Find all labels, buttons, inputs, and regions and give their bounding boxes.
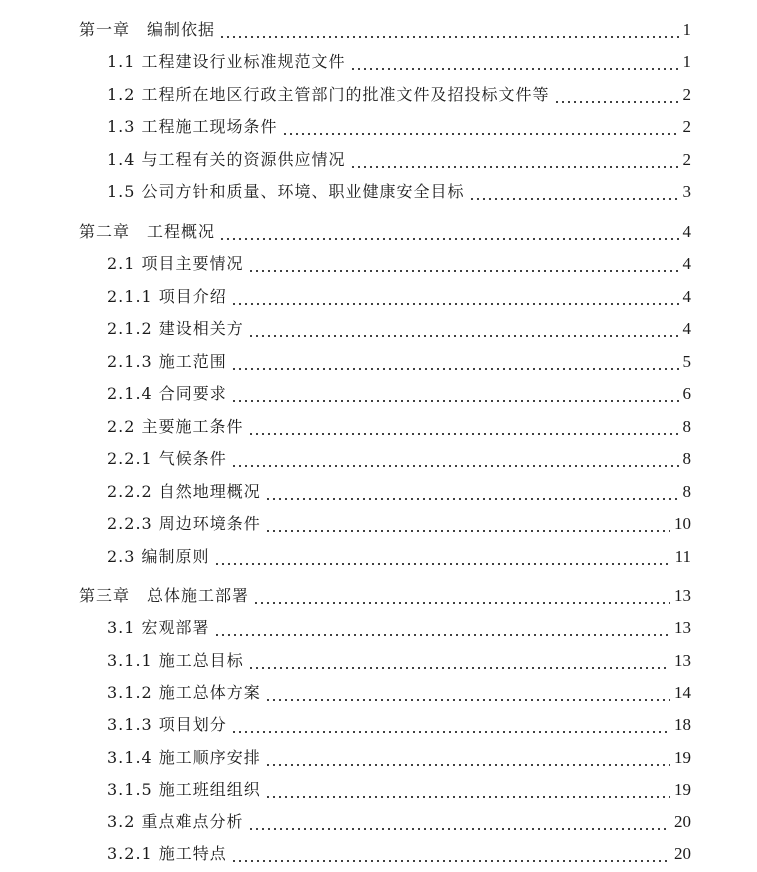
toc-entry-title: 第一章 编制依据 <box>79 20 216 39</box>
toc-entry[interactable] <box>107 144 691 170</box>
toc-entry-page: 2 <box>682 150 691 169</box>
toc-dot-leader <box>231 352 679 372</box>
toc-entry[interactable] <box>107 645 691 671</box>
toc-entry[interactable] <box>107 742 691 768</box>
toc-entry-page: 20 <box>674 844 691 863</box>
toc-entry[interactable] <box>107 838 691 864</box>
toc-entry-page: 2 <box>682 85 691 104</box>
toc-dot-leader <box>231 449 679 469</box>
toc-entry-page: 4 <box>682 254 691 273</box>
toc-dot-leader <box>265 748 670 768</box>
toc-dot-leader <box>350 150 679 170</box>
toc-entry-title: 2.2.2 自然地理概况 <box>107 482 261 501</box>
toc-entry-title: 3.2.1 施工特点 <box>107 844 227 863</box>
toc-dot-leader <box>231 844 670 864</box>
toc-dot-leader <box>350 52 679 72</box>
toc-entry-page: 19 <box>674 780 691 799</box>
toc-entry[interactable] <box>107 508 691 534</box>
toc-dot-leader <box>265 683 670 703</box>
toc-entry-title: 1.1 工程建设行业标准规范文件 <box>107 52 346 71</box>
toc-entry-title: 2.1.4 合同要求 <box>107 384 227 403</box>
toc-entry-title: 2.2.1 气候条件 <box>107 449 227 468</box>
toc-entry[interactable] <box>107 111 691 137</box>
toc-entry[interactable] <box>107 411 691 437</box>
toc-entry-page: 4 <box>682 222 691 241</box>
toc-entry-title: 2.1.2 建设相关方 <box>107 319 244 338</box>
toc-entry-page: 6 <box>682 384 691 403</box>
toc-entry-page: 19 <box>674 748 691 767</box>
toc-dot-leader <box>231 384 679 404</box>
toc-entry-page: 2 <box>682 117 691 136</box>
toc-dot-leader <box>214 618 670 638</box>
toc-entry[interactable] <box>107 46 691 72</box>
toc-entry-page: 8 <box>682 449 691 468</box>
toc-entry-page: 1 <box>682 20 691 39</box>
toc-entry-page: 4 <box>682 287 691 306</box>
toc-entry[interactable] <box>107 176 691 202</box>
toc-entry-title: 3.2 重点难点分析 <box>107 812 244 831</box>
toc-entry[interactable] <box>107 79 691 105</box>
toc-dot-leader <box>554 85 679 105</box>
toc-dot-leader <box>231 715 670 735</box>
toc-entry[interactable] <box>107 806 691 832</box>
toc-entry-title: 2.1.3 施工范围 <box>107 352 227 371</box>
toc-entry-title: 2.1 项目主要情况 <box>107 254 244 273</box>
toc-entry[interactable] <box>107 346 691 372</box>
toc-entry-title: 2.2.3 周边环境条件 <box>107 514 261 533</box>
toc-entry-page: 8 <box>682 482 691 501</box>
toc-entry-page: 20 <box>674 812 691 831</box>
toc-entry[interactable] <box>107 313 691 339</box>
toc-dot-leader <box>469 182 679 202</box>
toc-entry-page: 4 <box>682 319 691 338</box>
toc-entry-page: 11 <box>674 547 691 566</box>
toc-entry-page: 13 <box>674 586 691 605</box>
toc-dot-leader <box>282 117 679 137</box>
toc-entry[interactable] <box>79 216 691 242</box>
toc-entry-page: 1 <box>682 52 691 71</box>
toc-entry-title: 3.1.2 施工总体方案 <box>107 683 261 702</box>
toc-entry-title: 3.1.4 施工顺序安排 <box>107 748 261 767</box>
toc-entry-page: 14 <box>674 683 691 702</box>
toc-dot-leader <box>248 812 670 832</box>
toc-entry-page: 3 <box>682 182 691 201</box>
toc-dot-leader <box>248 319 679 339</box>
toc-entry[interactable] <box>79 14 691 40</box>
toc-entry-title: 第二章 工程概况 <box>79 222 216 241</box>
toc-entry-title: 1.5 公司方针和质量、环境、职业健康安全目标 <box>107 182 465 201</box>
toc-entry[interactable] <box>107 281 691 307</box>
toc-entry[interactable] <box>107 541 691 567</box>
toc-entry-page: 8 <box>682 417 691 436</box>
toc-entry[interactable] <box>107 443 691 469</box>
toc-entry-title: 2.1.1 项目介绍 <box>107 287 227 306</box>
toc-dot-leader <box>219 20 678 40</box>
toc-entry-page: 13 <box>674 618 691 637</box>
toc-dot-leader <box>265 780 670 800</box>
toc-entry-title: 1.4 与工程有关的资源供应情况 <box>107 150 346 169</box>
toc-dot-leader <box>265 514 670 534</box>
toc-dot-leader <box>248 417 679 437</box>
toc-dot-leader <box>231 287 679 307</box>
toc-entry-title: 3.1.3 项目划分 <box>107 715 227 734</box>
toc-entry[interactable] <box>107 677 691 703</box>
toc-entry-title: 第三章 总体施工部署 <box>79 586 250 605</box>
toc-entry[interactable] <box>107 476 691 502</box>
toc-entry-page: 13 <box>674 651 691 670</box>
toc-dot-leader <box>219 222 678 242</box>
toc-dot-leader <box>253 586 670 606</box>
toc-entry[interactable] <box>107 709 691 735</box>
toc-entry[interactable] <box>79 580 691 606</box>
toc-entry[interactable] <box>107 248 691 274</box>
toc-entry[interactable] <box>107 378 691 404</box>
toc-entry-title: 1.2 工程所在地区行政主管部门的批准文件及招投标文件等 <box>107 85 550 104</box>
toc-dot-leader <box>265 482 679 502</box>
toc-dot-leader <box>214 547 671 567</box>
toc-entry-title: 3.1.5 施工班组组织 <box>107 780 261 799</box>
toc-entry[interactable] <box>107 612 691 638</box>
toc-entry-page: 5 <box>682 352 691 371</box>
toc-dot-leader <box>248 651 670 671</box>
toc-entry-title: 3.1.1 施工总目标 <box>107 651 244 670</box>
toc-dot-leader <box>248 254 679 274</box>
toc-entry-title: 2.2 主要施工条件 <box>107 417 244 436</box>
toc-entry-title: 1.3 工程施工现场条件 <box>107 117 278 136</box>
toc-entry-page: 10 <box>674 514 691 533</box>
toc-entry-title: 2.3 编制原则 <box>107 547 210 566</box>
toc-entry[interactable] <box>107 774 691 800</box>
toc-entry-page: 18 <box>674 715 691 734</box>
toc-entry-title: 3.1 宏观部署 <box>107 618 210 637</box>
